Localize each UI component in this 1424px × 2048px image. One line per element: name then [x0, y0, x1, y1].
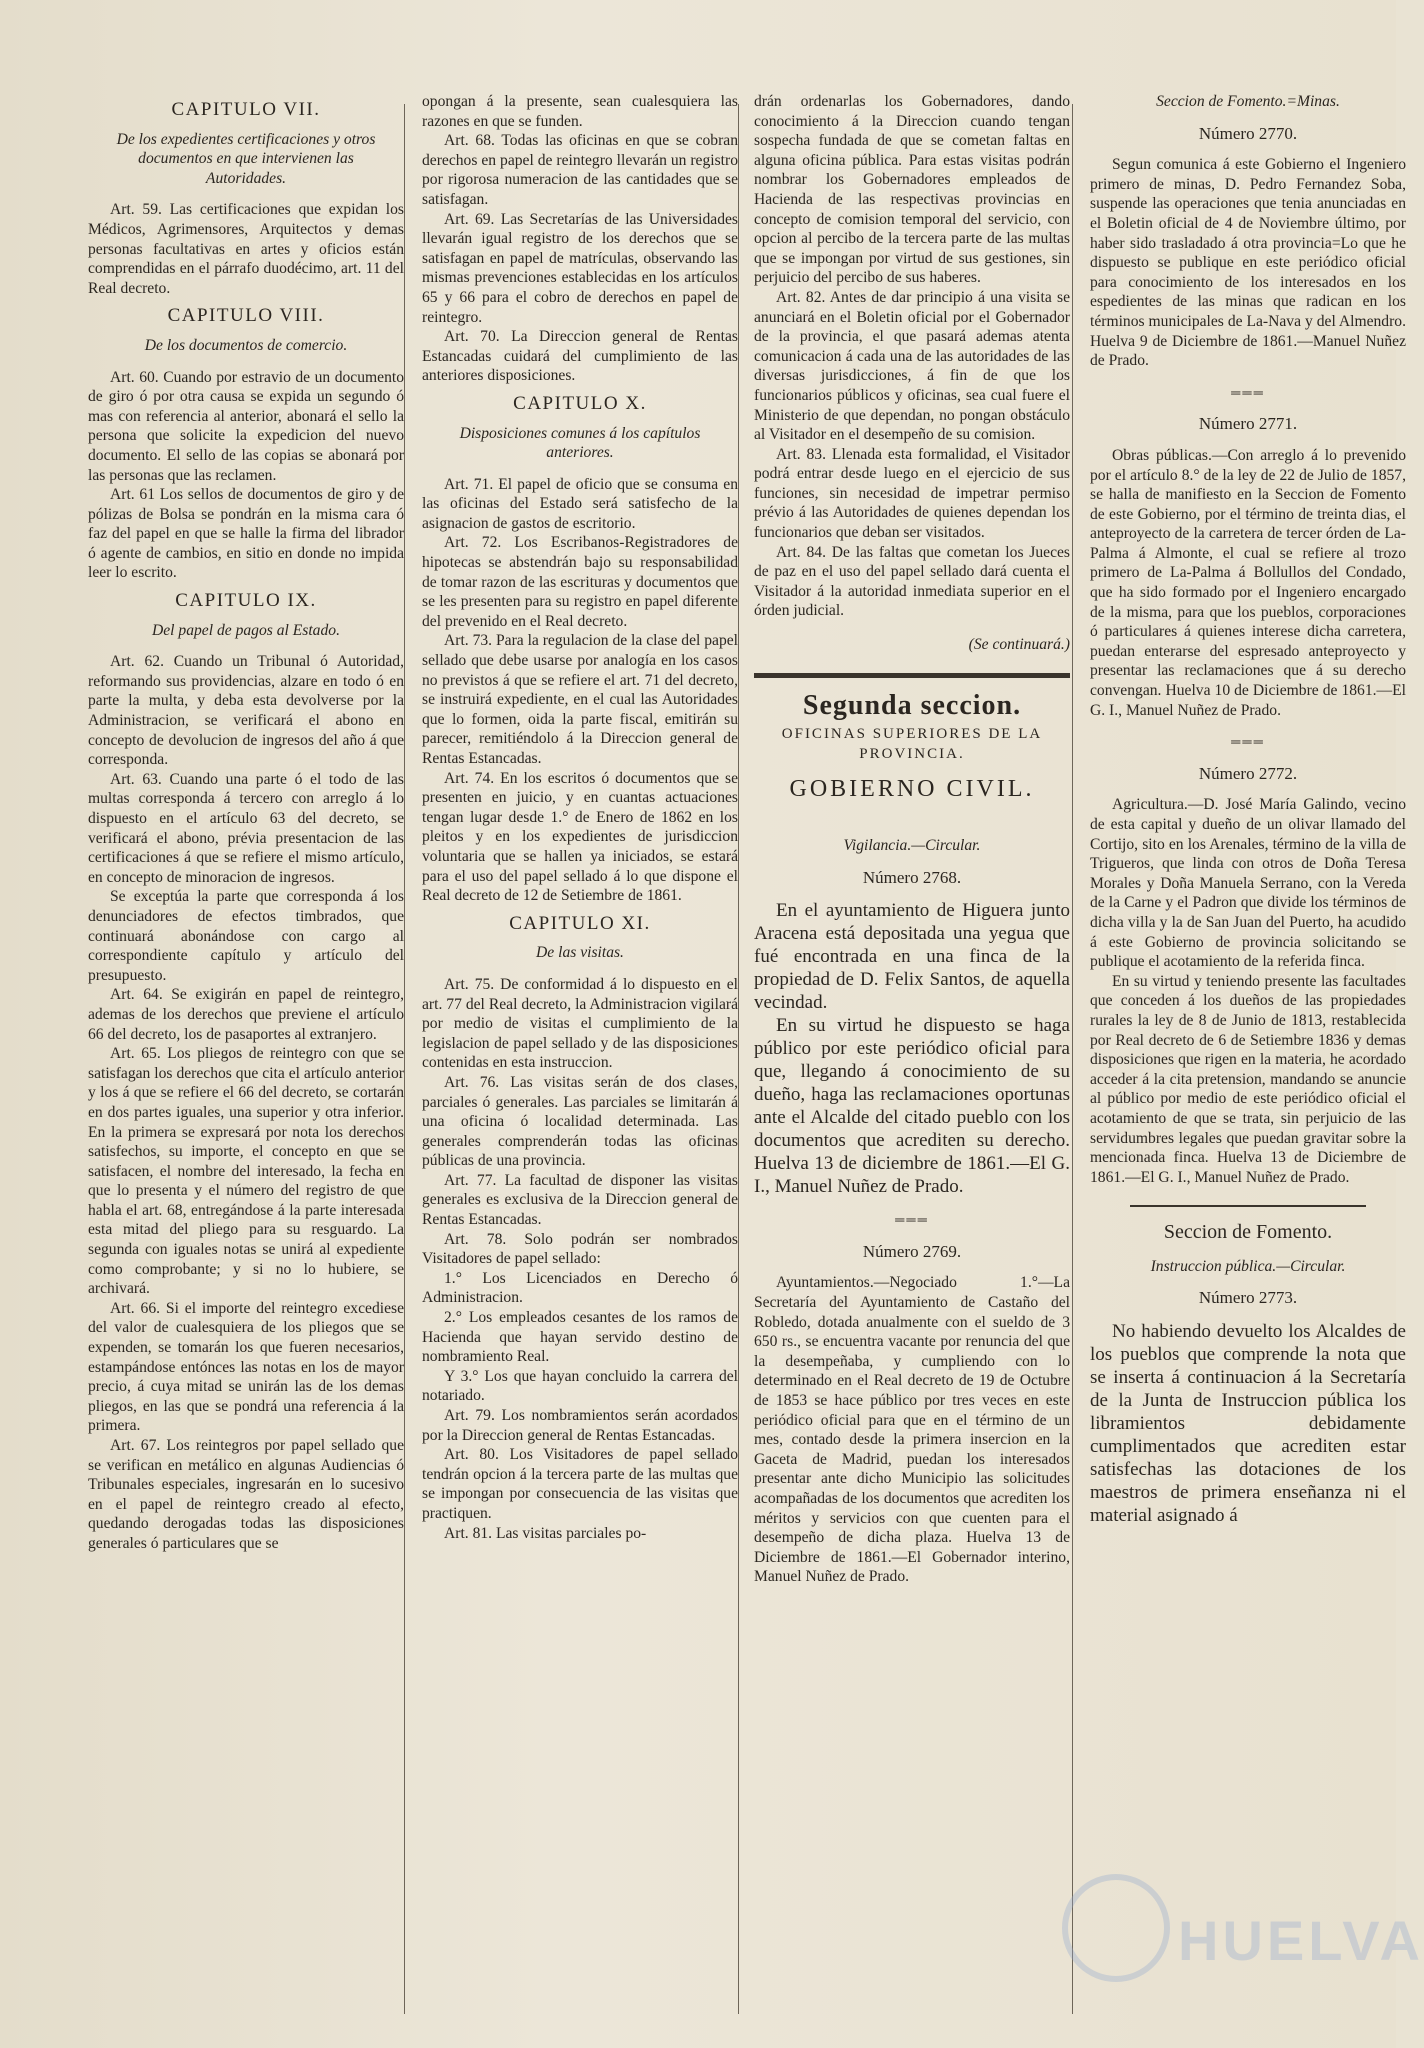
article-77: Art. 77. La facultad de disponer las visitas generales es exclusiva de la Direccion general de Rentas Estancadas.: [422, 1171, 738, 1229]
article-64: Art. 64. Se exigirán en papel de reintegro, ademas de los derechos que previene el artículo 66 del decreto, los de pasaportes al extranjero.: [88, 986, 404, 1043]
article-82: Art. 82. Antes de dar principio á una visita se anunciará en el Boletin oficial por el Gobernador de la provincia, el que pasará ademas atenta comunicacion á cada una de las autoridades de las diversas jurisdicciones, á fin de que los funcionarios públicos y oficinas, sea cual fuere el Ministerio de que dependan, no pongan obstáculo al Visitador en el desempeño de su comision.: [754, 288, 1070, 444]
separator: ═══: [1231, 734, 1265, 750]
article-66: Art. 66. Si el importe del reintegro excediese del valor de cualesquiera de los pliegos que se expenden, se tomarán los que fueren necesarios, estampándose entónces las notas en los de mayor precio, á cuya mitad se unirán las de los demas pliegos, en las que se pondrá una referencia á la primera.: [88, 1299, 404, 1435]
article-81-continued: drán ordenarlas los Gobernadores, dando conocimiento á la Direccion cuando tengan sospecha fundada de que se cometan faltas en alguna oficina pública. Para estas visitas podrán nombrar los Gobernadores empleados de Hacienda de las respectivas provincias en concepto de comision temporal del servicio, con opcion al percibo de la tercera parte de las multas que se impongan por virtud de sus gestiones, sin perjuicio del percibo de sus haberes.: [754, 93, 1070, 287]
chapter-subtitle: De las visitas.: [536, 944, 624, 962]
notice-2773-text: No habiendo devuelto los Alcaldes de los pueblos que comprende la nota que se inserta á continuacion á la Secretaría de la Junta de Instruccion pública los libramientos debidamente cumplimentados que acrediten estar satisfechas las dotaciones de los maestros de primera enseñanza ni el material asignado á: [1090, 1321, 1406, 1527]
article-67-continued: opongan á la presente, sean cualesquiera las razones en que se funden.: [422, 93, 738, 130]
article-63-exception: Se exceptúa la parte que corresponda á los denunciadores de efectos timbrados, que continuará abonándose con cargo al correspondiente capítulo y artículo del presupuesto.: [88, 888, 404, 984]
article-69: Art. 69. Las Secretarías de las Universidades llevarán igual registro de los derechos que se satisfagan en papel de matrículas, observando las mismas prevenciones establecidas en los artículos 65 y 66 para el cobro de derechos en papel de reintegro.: [422, 210, 738, 326]
article-65: Art. 65. Los pliegos de reintegro con que se satisfagan los derechos que cita el artículo anterior y los á que se refiere el 66 del decreto, se cortarán en dos partes iguales, una superior y otra inferior. En la primera se expresará por nota los derechos satisfechos, su importe, el concepto en que se satisfacen, el nombre del interesado, la fecha en que lo presenta y el número del registro de que habla el art. 68, entregándose á la parte interesada esta mitad del pliego para su resguardo. La segunda con iguales notas se unirá al expediente como comprobante; y si no lo hubiere, se archivará.: [88, 1045, 404, 1298]
column-2: [422, 92, 738, 1543]
section-divider: [1130, 1205, 1366, 1207]
column-rule: [738, 104, 739, 2014]
column-rule: [404, 104, 405, 2014]
notice-2771-text: Obras públicas.—Con arreglo á lo prevenido por el artículo 8.° de la ley de 22 de Julio de 1857, se halla de manifiesto en la Seccion de Fomento de este Gobierno, por el término de treinta dias, el anteproyecto de la carretera de tercer órden de La-Palma á Almonte, el cual se refiere al trozo primero de La-Palma á Bollullos del Condado, que ha sido formado por el Ingeniero encargado de la misma, para que los pueblos, corporaciones ó particulares á quienes interese dicha carretera, puedan enterarse del espresado anteproyecto y presentar las reclamaciones que á su derecho convengan. Huelva 10 de Diciembre de 1861.—El G. I., Manuel Nuñez de Prado.: [1090, 446, 1406, 719]
section-title: Seccion de Fomento.=Minas.: [1156, 93, 1340, 110]
column-1: [88, 92, 404, 1554]
article-81: Art. 81. Las visitas parciales po-: [444, 1524, 647, 1542]
chapter-subtitle: Del papel de pagos al Estado.: [152, 621, 340, 639]
article-75: Art. 75. De conformidad á lo dispuesto en el art. 77 del Real decreto, la Administracion vigilará por medio de visitas el cumplimiento de la legislacion de papel sellado y de las disposiciones contenidas en esta instruccion.: [422, 975, 738, 1072]
article-72: Art. 72. Los Escribanos-Registradores de hipotecas se abstendrán bajo su responsabilidad de tomar razon de las escrituras y documentos que se les presenten para su registro en papel diferente del prevenido en el Real decreto.: [422, 534, 738, 630]
article-78-item-3: Y 3.° Los que hayan concluido la carrera del notariado.: [422, 1367, 738, 1405]
article-78-item-1: 1.° Los Licenciados en Derecho ó Administracion.: [422, 1269, 738, 1307]
article-60: Art. 60. Cuando por estravio de un documento de giro ó por otra causa se expida un segundo ó mas con referencia al anterior, abonará el sello la persona que solicite la expedicion del nuevo documento. El sello de las copias se abonará por las personas que las reclamen.: [88, 368, 404, 484]
notice-2768-text-2: En su virtud he dispuesto se haga público por este periódico oficial para que, llegando á conocimiento de su dueño, haga las reclamaciones oportunas ante el Alcalde del citado pueblo con los documentos que acrediten su derecho. Huelva 13 de diciembre de 1861.—El G. I., Manuel Nuñez de Prado.: [754, 1015, 1070, 1198]
notice-2769-text: Ayuntamientos.—Negociado 1.°—La Secretaría del Ayuntamiento de Castaño del Robledo, dotada anualmente con el sueldo de 3 650 rs., se encuentra vacante por renuncia del que la desempeñaba, y cumpliendo con lo determinado en el Real decreto de 19 de Octubre de 1853 se hace público por tres veces en este periódico oficial para que en el término de un mes, contado desde la primera insercion en la Gaceta de Madrid, puedan los interesados presentar ante dicho Municipio las solicitudes acompañadas de los documentos que acrediten los méritos y servicios con que cuenten para el desempeño de dicha plaza. Huelva 13 de Diciembre de 1861.—El Gobernador interino, Manuel Nuñez de Prado.: [754, 1274, 1070, 1586]
article-70: Art. 70. La Direccion general de Rentas Estancadas cuidará del cumplimiento de las anteriores disposiciones.: [422, 328, 738, 385]
continued-note: (Se continuará.): [968, 636, 1070, 654]
notice-2772-text: Agricultura.—D. José María Galindo, vecino de esta capital y dueño de un olivar llamado del Cortijo, sito en los Arenales, término de la villa de Trigueros, que linda con otros de Doña Teresa Morales y Doña Manuela Serrano, con la Vereda de la Carne y el Padron que divide los términos de dicha villa y la de San Juan del Puerto, ha acudido á este Gobierno de provincia solicitando se publique el acotamiento de la referida finca.: [1090, 796, 1406, 971]
notice-number: Número 2769.: [862, 1241, 962, 1261]
notice-2770-text: Segun comunica á este Gobierno el Ingeniero primero de minas, D. Pedro Fernandez Soba, suspende las operaciones que tenia anunciadas en el Boletin oficial de 4 de Noviembre último, por haber sido trasladado á otra provincia=Lo que he dispuesto se publique en este periódico oficial para conocimiento de los interesados en los espedientes de las minas que radican en los términos municipales de La-Nava y del Almendro. Huelva 9 de Diciembre de 1861.—Manuel Nuñez de Prado.: [1090, 156, 1406, 370]
separator: ═══: [895, 1212, 929, 1228]
library-watermark-stamp: [1050, 1850, 1424, 2010]
section-heading: Segunda seccion.: [802, 689, 1022, 721]
article-67: Art. 67. Los reintegros por papel sellado que se verifican en metálico en algunas Audiencias ó Tribunales especiales, ingresarán en lo sucesivo en el papel de reintegro creado al efecto, quedando derogadas todas las disposiciones generales ó particulares que se: [88, 1437, 404, 1552]
chapter-subtitle: De los expedientes certificaciones y otros documentos en que intervienen las Autoridades.: [116, 130, 376, 187]
chapter-subtitle: Disposiciones comunes á los capítulos anteriores.: [459, 424, 701, 462]
article-78-item-2: 2.° Los empleados cesantes de los ramos de Hacienda que hayan servido destino de nombramiento Real.: [422, 1309, 738, 1366]
chapter-title: CAPITULO VII.: [171, 99, 321, 120]
article-76: Art. 76. Las visitas serán de dos clases, parciales ó generales. Las parciales se limitarán á una oficina ó localidad determinada. Las generales comprenderán todas las oficinas públicas de una provincia.: [422, 1073, 738, 1170]
article-78: Art. 78. Solo podrán ser nombrados Visitadores de papel sellado:: [422, 1230, 738, 1268]
chapter-title: CAPITULO VIII.: [167, 305, 325, 327]
section-subheading: OFICINAS SUPERIORES DE LA PROVINCIA.: [781, 726, 1043, 762]
column-rule: [1072, 104, 1073, 2014]
notice-2768-text: En el ayuntamiento de Higuera junto Aracena está depositada una yegua que fué encontrada en una finca de la propiedad de D. Felix Santos, de aquella vecindad.: [754, 900, 1070, 1014]
column-4: [1090, 92, 1406, 1527]
article-71: Art. 71. El papel de oficio que se consuma en las oficinas del Estado será satisfecho de la asignacion de gastos de escritorio.: [422, 475, 738, 532]
chapter-title: CAPITULO IX.: [175, 590, 317, 612]
article-74: Art. 74. En los escritos ó documentos que se presenten en juicio, y en cuantas actuaciones tengan lugar desde 1.° de Enero de 1862 en los pleitos y en los expedientes de jurisdiccion voluntaria que se hallen ya iniciados, se estará para el uso del papel sellado á lo que dispone el Real decreto de 12 de Setiembre de 1861.: [422, 769, 738, 905]
office-heading: GOBIERNO CIVIL.: [789, 776, 1035, 803]
section-title: Seccion de Fomento.: [1163, 1221, 1333, 1244]
notice-number: Número 2772.: [1198, 763, 1298, 783]
article-80: Art. 80. Los Visitadores de papel sellado tendrán opcion á la tercera parte de las multas que se impongan por consecuencia de las visitas que practiquen.: [422, 1446, 738, 1522]
article-84: Art. 84. De las faltas que cometan los Jueces de paz en el uso del papel sellado dará cuenta el Visitador á la autoridad inmediata superior en el órden judicial.: [754, 543, 1070, 620]
notice-category: Vigilancia.—Circular.: [843, 837, 981, 854]
chapter-title: CAPITULO X.: [513, 392, 647, 414]
notice-2772-text-2: En su virtud y teniendo presente las facultades que conceden á los dueños de las propiedades rurales la ley de 8 de Junio de 1813, restablecida por Real decreto de 6 de Setiembre 1836 y demas disposiciones que rigen en la materia, he acordado acceder á la cita pretension, mandando se anuncie al público por medio de este periódico oficial el acotamiento de que se trata, sin perjuicio de las servidumbres legales que puedan gravitar sobre la mencionada finca. Huelva 13 de Diciembre de 1861.—El G. I., Manuel Nuñez de Prado.: [1090, 972, 1406, 1186]
stamp-word: HUELVA: [1178, 1909, 1424, 1972]
chapter-subtitle: De los documentos de comercio.: [144, 336, 348, 354]
notice-category: Instruccion pública.—Circular.: [1150, 1257, 1346, 1275]
article-62: Art. 62. Cuando un Tribunal ó Autoridad, reformando sus providencias, alzare en todo ó en parte la multa, y deba esta devolverse por la Administracion, se verificará el abono en concepto de devolucion de ingresos del año á que corresponda.: [88, 653, 404, 769]
notice-number: Número 2771.: [1198, 414, 1298, 434]
notice-number: Número 2770.: [1198, 123, 1298, 143]
article-83: Art. 83. Llenada esta formalidad, el Visitador podrá entrar desde luego en el ejercicio de sus funciones, sin necesidad de impetrar permiso prévio á las Autoridades de quienes dependan los funcionarios que deban ser visitados.: [754, 445, 1070, 542]
article-73: Art. 73. Para la regulacion de la clase del papel sellado que debe usarse por analogía en los casos no previstos á que se refiere el art. 71 del decreto, se instruirá expediente, en el cual las Autoridades que lo formen, oida la parte fiscal, emitirán su parecer, remitiéndolo á la Direccion general de Rentas Estancadas.: [422, 632, 738, 767]
article-63: Art. 63. Cuando una parte ó el todo de las multas corresponda á tercero con arreglo á lo dispuesto en el artículo 63 del decreto, se verificará el abono, prévia presentacion de las certificaciones á que se refiere el mismo artículo, en concepto de minoracion de ingresos.: [88, 770, 404, 886]
column-3: [754, 92, 1070, 1587]
article-59: Art. 59. Las certificaciones que expidan los Médicos, Agrimensores, Arquitectos y demas personas facultativas en artes y oficios están comprendidas en el párrafo duodécimo, art. 11 del Real decreto.: [88, 201, 404, 297]
article-61: Art. 61 Los sellos de documentos de giro y de pólizas de Bolsa se pondrán en la misma cara ó faz del papel en que se halle la firma del librador ó agente de cambios, en sitio en donde no impida leer lo escrito.: [88, 486, 404, 582]
separator: ═══: [1231, 384, 1265, 400]
section-divider: [754, 673, 1070, 678]
notice-number: Número 2773.: [1198, 1288, 1298, 1308]
notice-number: Número 2768.: [862, 867, 962, 887]
article-79: Art. 79. Los nombramientos serán acordados por la Direccion general de Rentas Estancadas.: [422, 1407, 738, 1444]
chapter-title: CAPITULO XI.: [509, 912, 651, 934]
article-68: Art. 68. Todas las oficinas en que se cobran derechos en papel de reintegro llevarán un registro por rigorosa numeracion de las cantidades que se satisfagan.: [422, 132, 738, 208]
stamp-ring-icon: [1062, 1874, 1170, 1982]
